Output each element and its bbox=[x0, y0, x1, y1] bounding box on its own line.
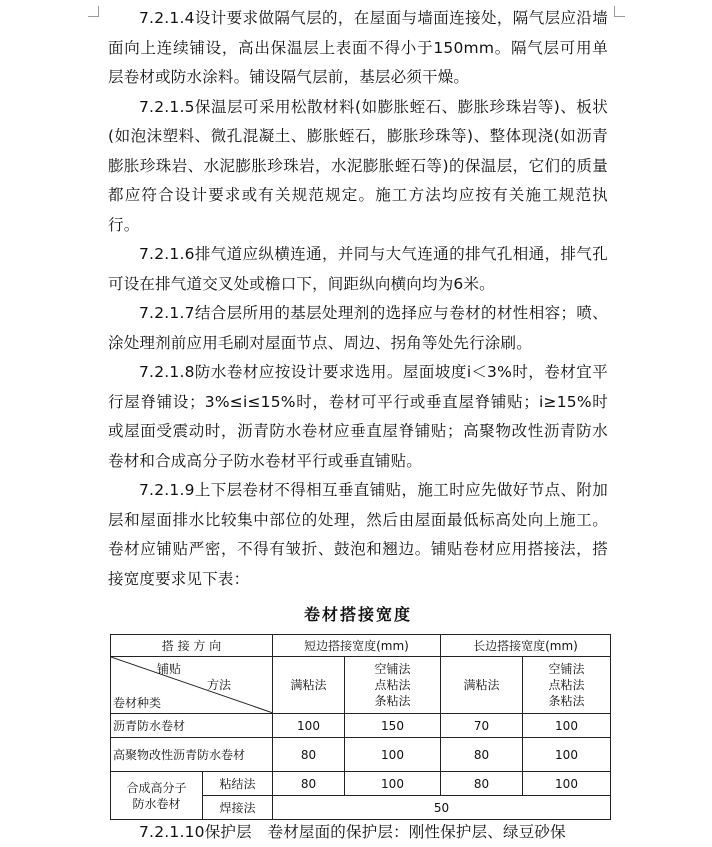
table-cell: 100 bbox=[345, 772, 441, 796]
header-short-side: 短边搭接宽度(mm) bbox=[273, 635, 441, 657]
table-cell: 100 bbox=[345, 738, 441, 772]
table-cell: 80 bbox=[273, 772, 345, 796]
header-direction: 搭 接 方 向 bbox=[111, 635, 273, 657]
table-cell: 70 bbox=[441, 714, 523, 738]
paragraph-7-2-1-9: 7.2.1.9上下层卷材不得相互垂直铺贴，施工时应先做好节点、附加层和屋面排水比较集中部位的处理，然后由屋面最低标高处向上施工。卷材应铺贴严密，不得有皱折、鼓泡和翘边。铺贴卷材应用搭接法，搭接宽度要求见下表： bbox=[108, 481, 608, 588]
method-full-long: 满粘法 bbox=[441, 657, 523, 714]
method-empty-short: 空铺法 点粘法 条粘法 bbox=[345, 657, 441, 714]
table-title: 卷材搭接宽度 bbox=[303, 605, 412, 624]
row-polymer-name: 高聚物改性沥青防水卷材 bbox=[111, 738, 273, 772]
paragraph-7-2-1-5: 7.2.1.5保温层可采用松散材料(如膨胀蛭石、膨胀珍珠岩等)、板状(如泡沫塑料、微孔混凝土、膨胀蛭石，膨胀珍珠等)、整体现浇(如沥青膨胀珍珠岩、水泥膨胀珍珠岩，水泥膨胀蛭石等)的保温层，它们的质量都应符合设计要求或有关规范规定。施工方法均应按有关施工规范执行。 bbox=[108, 97, 608, 234]
row-synthetic-bond-method: 粘结法 bbox=[203, 772, 273, 796]
table-cell: 100 bbox=[523, 772, 611, 796]
paragraph-7-2-1-7: 7.2.1.7结合层所用的基层处理剂的选择应与卷材的材性相容；喷、涂处理剂前应用毛刷对屋面节点、周边、拐角等处先行涂刷。 bbox=[108, 304, 608, 352]
row-asphalt-name: 沥青防水卷材 bbox=[111, 714, 273, 738]
row-synthetic-weld-method: 焊接法 bbox=[203, 796, 273, 820]
corner-mark-right bbox=[614, 6, 625, 17]
method-empty-long: 空铺法 点粘法 条粘法 bbox=[523, 657, 611, 714]
paragraph-7-2-1-8: 7.2.1.8防水卷材应按设计要求选用。屋面坡度i＜3%时，卷材宜平行屋脊铺设；3%≤i≤15%时，卷材可平行或垂直屋脊铺贴；i≥15%时或屋面受震动时，沥青防水卷材应垂直屋脊铺贴；高聚物改性沥青防水卷材和合成高分子防水卷材平行或垂直铺贴。 bbox=[108, 363, 608, 470]
method-full-short: 满粘法 bbox=[273, 657, 345, 714]
diag-label-method: 方法 bbox=[207, 678, 232, 692]
table-cell: 100 bbox=[523, 714, 611, 738]
corner-mark-left bbox=[88, 6, 99, 17]
paragraph-7-2-1-6: 7.2.1.6排气道应纵横连通，并同与大气连通的排气孔相通，排气孔可设在排气道交叉处或檐口下，间距纵向横向均为6米。 bbox=[108, 245, 608, 293]
table-cell: 100 bbox=[273, 714, 345, 738]
paragraph-7-2-1-4: 7.2.1.4设计要求做隔气层的，在屋面与墙面连接处，隔气层应沿墙面向上连续铺设，高出保温层上表面不得小于150mm。隔气层可用单层卷材或防水涂料。铺设隔气层前，基层必须干燥。 bbox=[108, 9, 608, 86]
table-cell: 80 bbox=[441, 772, 523, 796]
diagonal-header-cell bbox=[111, 657, 273, 714]
row-synthetic-name: 合成高分子 防水卷材 bbox=[111, 772, 203, 820]
table-cell: 100 bbox=[523, 738, 611, 772]
table-cell-weld-value: 50 bbox=[273, 796, 611, 820]
document-body bbox=[108, 4, 608, 630]
table-cell: 80 bbox=[441, 738, 523, 772]
table-cell: 150 bbox=[345, 714, 441, 738]
lap-width-table bbox=[110, 634, 611, 820]
paragraph-7-2-1-10: 7.2.1.10保护层 卷材屋面的保护层：刚性保护层、绿豆砂保 bbox=[139, 823, 566, 841]
table-cell: 80 bbox=[273, 738, 345, 772]
diag-label-type: 卷材种类 bbox=[113, 696, 162, 710]
header-long-side: 长边搭接宽度(mm) bbox=[441, 635, 611, 657]
diag-label-paving: 铺贴 bbox=[157, 662, 182, 676]
